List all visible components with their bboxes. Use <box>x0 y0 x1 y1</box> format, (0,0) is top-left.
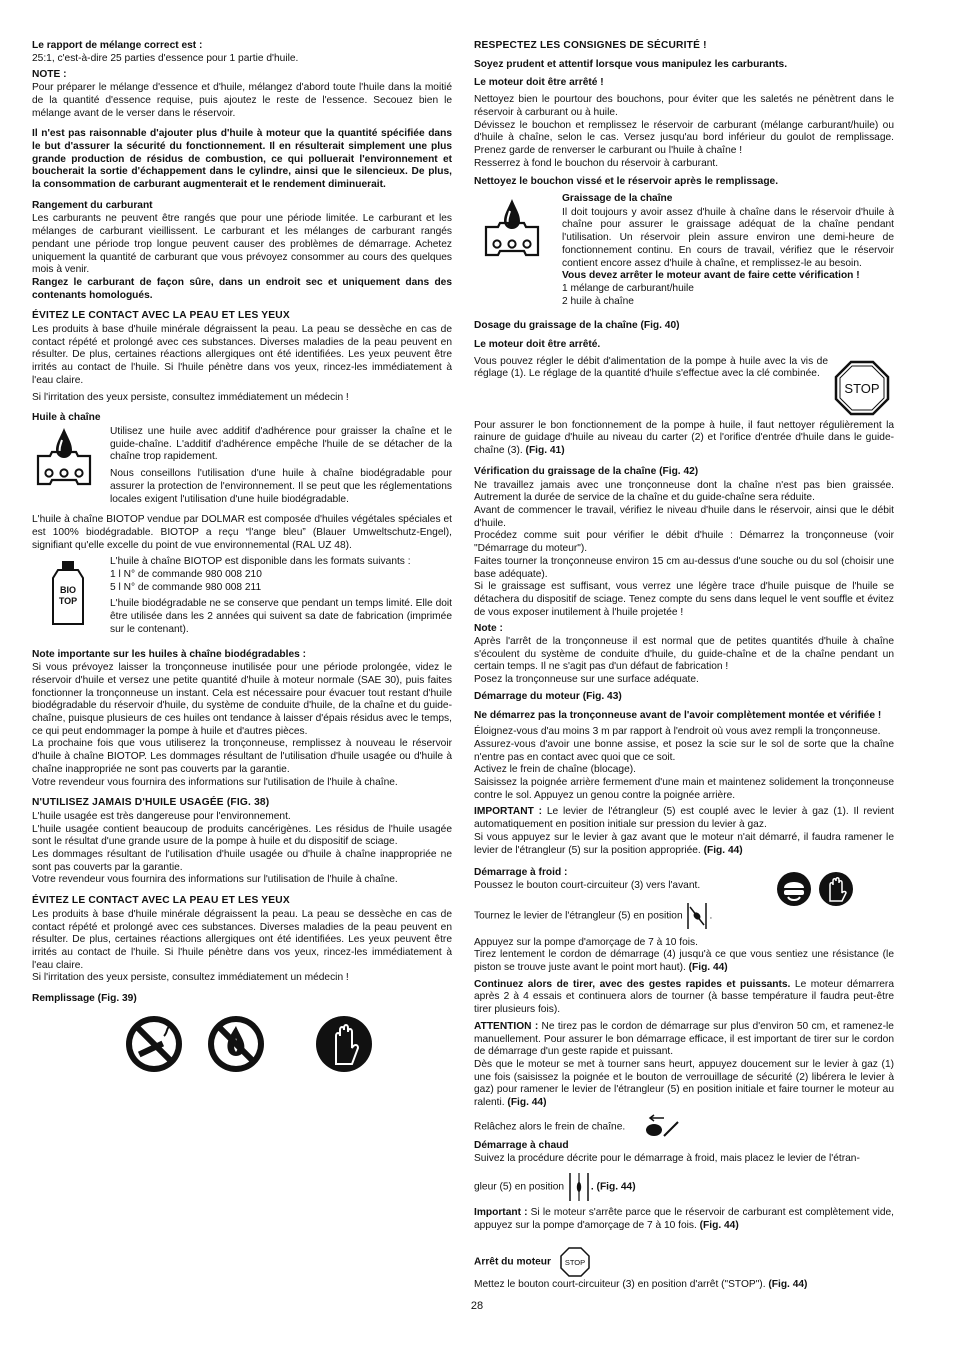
check-l2: Avant de commencer le travail, vérifiez le niveau d'huile dans le réservoir, ainsi que le débit d'huile. <box>474 504 894 529</box>
important-block <box>474 806 894 831</box>
stop-sign-label: STOP <box>844 380 880 396</box>
note-r-text-2: Posez la tronçonneuse sur une surface adéquate. <box>474 674 699 686</box>
left-column <box>32 40 452 1074</box>
attention-label: ATTENTION : <box>474 1020 539 1032</box>
brake-row <box>474 1114 894 1140</box>
chain-oil-p3: L'huile à chaîne BIOTOP vendue par DOLMAR est composée d'huiles végétales spéciales et est 100% biodégradable. BIOTOP a reçu “l'ange bleu” (Blauer Umweltschutz-Engel), signifiant qu'elle excelle du point de vue environnemental (RAL UZ 48). <box>32 514 452 551</box>
used-oil-l3: Les dommages résultant de l'utilisation d'huile usagée ou d'huile à chaîne inappropriée ne sont pas couverts par la garantie. <box>32 849 452 873</box>
warm-l1: Suivez la procédure décrite pour le démarrage à froid, mais placez le levier de l'étran- <box>474 1152 860 1164</box>
warm-title: Démarrage à chaud <box>474 1139 569 1151</box>
start-l2: Assurez-vous d'avoir une bonne assise, et posez la scie sur le sol de sorte que la chaîne n'entre pas en contact avec quoi que ce soit. <box>474 738 894 763</box>
cold-start-block <box>474 867 894 930</box>
used-oil-l2: L'huile usagée contient beaucoup de produits cancérigènes. Les résidus de l'huile usagée sont le résultat d'une grande usure de la pompe à huile et du dispositif de sciage. <box>32 823 452 848</box>
bio-note-title: Note importante sur les huiles à chaîne biodégradables : <box>32 648 306 660</box>
attention-text-2: Dès que le moteur se met à tourner sans heurt, appuyez doucement sur le levier à gaz (1) une fois (saisissez la poignée et le bouton de verrouillage de sécurité (2) libérera le levier à gaz) pour ramener le levier de l'étrangleur (5) en position initiale et faire tourner le moteur au ralenti. <box>474 1059 894 1109</box>
no-open-flame-icon <box>206 1014 266 1074</box>
helmet-goggles-icon <box>776 871 812 907</box>
skin-text-1b: Si l'irritation des yeux persiste, consultez immédiatement un médecin ! <box>32 391 349 403</box>
note-r-title: Note : <box>474 623 503 635</box>
important-2-block <box>474 1207 894 1232</box>
cold-title: Démarrage à froid : <box>474 867 568 879</box>
chain-oil-block <box>32 426 452 510</box>
stop-engine-row <box>474 1247 894 1277</box>
oil-drop-chain-icon <box>32 426 96 493</box>
used-oil-l1: L'huile usagée est très dangereuse pour l'environnement. <box>32 810 291 822</box>
chain-oil-p1: Utilisez une huile avec additif d'adhérence pour graisser la chaîne et le guide-chaîne. L'additif d'adhérence empêche l'huile de se détacher de la chaîne trop rapidement. <box>110 425 452 463</box>
start-bold: Ne démarrez pas la tronçonneuse avant de l'avoir complètement montée et vérifiée ! <box>474 709 882 721</box>
start-l4: Saisissez la poignée arrière fermement d'une main et maintenez solidement la tronçonneuse contre le sol. Appuyez un genou contre la poignée arrière. <box>474 777 894 801</box>
lube-block <box>474 193 894 312</box>
lube-text: Il doit toujours y avoir assez d'huile à chaîne dans le réservoir d'huile à chaîne pour assurer le graissage adéquat de la chaîne pendant l'utilisation. Un réservoir plein assure environ une demi-heure de fonctionnement continu. En cours de travail, vérifiez que le réservoir contient encore assez d'huile à chaîne, et remplissez-le au besoin. <box>562 206 894 269</box>
skin-title-1: ÉVITEZ LE CONTACT AVEC LA PEAU ET LES YEUX <box>32 310 290 322</box>
cold-l1: Poussez le bouton court-circuiteur (3) vers l'avant. <box>474 879 701 891</box>
safety-p1: Nettoyez bien le pourtour des bouchons, pour éviter que les saletés ne pénètrent dans le réservoir à carburant ou à huile. <box>474 94 894 118</box>
stop-small-label: STOP <box>564 1257 585 1267</box>
stop-sign-icon <box>834 360 890 416</box>
important-2-text: Si le moteur s'arrête parce que le réservoir de carburant est complètement vide, appuyez sur la pompe d'amorçage de 7 à 10 fois. <box>474 1207 895 1231</box>
important-label: IMPORTANT : <box>474 806 542 818</box>
important-2-label: Important : <box>474 1207 528 1219</box>
important-2-fig: (Fig. 44) <box>699 1219 739 1231</box>
gloves-icon-small <box>818 871 854 907</box>
chain-brake-release-icon <box>642 1114 682 1140</box>
choke-closed-icon <box>685 901 709 931</box>
continue-block <box>474 979 894 1017</box>
stop-small-icon <box>560 1247 590 1277</box>
cold-fig: (Fig. 44) <box>688 962 728 974</box>
biotop-p1: L'huile à chaîne BIOTOP est disponible dans les formats suivants : <box>110 556 411 568</box>
storage-title: Rangement du carburant <box>32 199 153 211</box>
storage-text: Les carburants ne peuvent être rangés que pour une période limitée. Le carburant et les mélanges de carburant vieillissent. Le carburant et les mélanges de carburant rangés pendant une période trop longue peuvent causer des problèmes de démarrage. Achetez uniquement la quantité de carburant que vous prévoyez consommer au cours des quelques mois à venir. <box>32 213 452 276</box>
lube-l2: 2 huile à chaîne <box>562 295 634 307</box>
chain-oil-title: Huile à chaîne <box>32 412 101 424</box>
dose-p2-text: Pour assurer le bon fonctionnement de la pompe à huile, il faut nettoyer régulièrement la rainure de guidage d'huile au niveau du carter (2) et l'orifice d'entrée d'huile dans le guide-chaîne (3). <box>474 419 894 457</box>
attention-text: Ne tirez pas le cordon de démarrage sur plus d'environ 50 cm, et ramenez-le manuellement. Pour assurer le bon démarrage efficace, il est important de tirer sur le cordon de démarrage d'un geste rapide et puissant. <box>474 1020 894 1058</box>
check-title: Vérification du graissage de la chaîne (Fig. 42) <box>474 465 699 477</box>
safety-bold-1: Soyez prudent et attentif lorsque vous manipulez les carburants. <box>474 58 788 70</box>
continue-bold: Continuez alors de tirer, avec des gestes rapides et puissants. <box>474 978 791 990</box>
dose-fig: (Fig. 41) <box>525 445 565 457</box>
mix-title: Le rapport de mélange correct est : <box>32 40 203 51</box>
warm-fig: . (Fig. 44) <box>590 1181 636 1193</box>
stop-engine-block <box>474 1279 894 1292</box>
warning-bold: Il n'est pas raisonnable d'ajouter plus d'huile à moteur que la quantité spécifiée dans le but d'assurer la sécurité du fonctionnement. Il en résulterait simplement une plus grande production de résidus de combustion, ce qui polluerait l'environnement et boucherait la sortie d'échappement dans le cylindre, ainsi que le silencieux. De plus, la consommation de carburant augmenterait et le rendement diminuerait. <box>32 128 452 191</box>
cold-l2: Tournez le levier de l'étrangleur (5) en position <box>474 910 683 922</box>
dose-p2 <box>474 420 894 458</box>
lube-l1: 1 mélange de carburant/huile <box>562 282 694 294</box>
right-column <box>474 40 894 1295</box>
skin-text-2b: Si l'irritation des yeux persiste, consultez immédiatement un médecin ! <box>32 972 349 984</box>
biotop-label-2: TOP <box>58 596 78 607</box>
important-block-2 <box>474 832 894 857</box>
biotop-bottle-icon <box>32 556 86 631</box>
note-r-text: Après l'arrêt de la tronçonneuse il est normal que de petites quantités d'huile à chaîne s'écoulent du système de conduite d'huile, du guide-chaîne et de la chaîne pendant un certain temps. Il ne s'agit pas d'un défaut de fabrication ! <box>474 636 894 673</box>
important-fig: (Fig. 44) <box>703 844 743 856</box>
stop-engine-title: Arrêt du moteur <box>474 1256 551 1268</box>
brake-text: Relâchez alors le frein de chaîne. <box>474 1121 626 1133</box>
attention-fig: (Fig. 44) <box>507 1097 547 1109</box>
chain-oil-p2: Nous conseillons l'utilisation d'une huile à chaîne biodégradable pour assurer la protection de l'environnement. Il se peut que les réglementations locales exigent l'utilisation d'une huile biodégradable. <box>110 468 452 505</box>
safety-p3: Resserrez à fond le bouchon du réservoir à carburant. <box>474 157 719 169</box>
oil-drop-chain-icon-2 <box>474 193 544 264</box>
stop-engine-text: Mettez le bouton court-circuiteur (3) en position d'arrêt ("STOP"). <box>474 1278 766 1290</box>
ppe-icons <box>776 867 894 907</box>
safety-bold-3: Nettoyez le bouchon vissé et le réservoir après le remplissage. <box>474 176 779 188</box>
important-text: Le levier de l'étrangleur (5) est couplé avec le levier à gaz (1). Il revient automatiquement en position initiale sur pression du levier à gaz. <box>474 806 894 831</box>
used-oil-title: N'UTILISEZ JAMAIS D'HUILE USAGÉE (FIG. 38) <box>32 797 270 809</box>
skin-text-2: Les produits à base d'huile minérale dégraissent la peau. La peau se dessèche en cas de contact répété et prolongé avec ces substances. Diverses maladies de la peau peuvent en résulter. De plus, certaines réactions allergiques ont été identifiées. Les yeux peuvent être irrités au contact de l'huile. Si l'huile pénètre dans vos yeux, rincez-les immédiatement à l'eau claire. <box>32 908 452 971</box>
dose-p1: Vous pouvez régler le débit d'alimentation de la pompe à huile avec la vis de réglage (1). Le réglage de la quantité d'huile s'effectue avec la clé combinée. <box>474 355 828 380</box>
start-title: Démarrage du moteur (Fig. 43) <box>474 690 622 702</box>
warm-l2: gleur (5) en position <box>474 1181 565 1193</box>
cold-l3: Appuyez sur la pompe d'amorçage de 7 à 10 fois. <box>474 936 698 948</box>
filling-icons <box>32 1014 452 1074</box>
stop-engine-fig: (Fig. 44) <box>768 1278 808 1290</box>
skin-title-2: ÉVITEZ LE CONTACT AVEC LA PEAU ET LES YEUX <box>32 895 290 907</box>
cold-l4-row <box>474 949 894 974</box>
page-number: 28 <box>470 1300 484 1312</box>
no-smoking-icon <box>124 1014 184 1074</box>
biotop-line-2: 5 l N° de commande 980 008 211 <box>110 581 262 593</box>
lube-bold: Vous devez arrêter le moteur avant de faire cette vérification ! <box>562 270 860 282</box>
note-title: NOTE : <box>32 69 67 81</box>
check-l1: Ne travaillez jamais avec une tronçonneuse dont la chaîne n'est pas bien graissée. Autrement la durée de service de la chaîne et du guide-chaîne sera réduite. <box>474 479 894 504</box>
warm-l2-row <box>474 1171 894 1203</box>
check-l4: Faites tourner la tronçonneuse environ 15 cm au-dessus d'une souche ou du sol (choisir une base adéquate). <box>474 555 894 580</box>
choke-open-icon <box>567 1171 591 1203</box>
check-l3: Procédez comme suit pour vérifier le débit d'huile : Démarrez la tronçonneuse (voir "Démarrage du moteur"). <box>474 530 894 555</box>
bio-note-text-3: Votre revendeur vous fournira des informations sur l'utilisation de l'huile à chaîne. <box>32 776 398 788</box>
cold-l4: Tirez lentement le cordon de démarrage (4) jusqu'à ce que vous sentiez une résistance (le piston se trouve juste avant le point mort haut). <box>474 949 894 974</box>
attention-block-2 <box>474 1059 894 1110</box>
dose-block <box>474 356 894 416</box>
bio-note-text-2: La prochaine fois que vous utiliserez la tronçonneuse, remplissez à nouveau le réservoir d'huile à chaîne BIOTOP. Les dommages résultant de l'utilisation d'huile usagée ou d'huile à chaîne inappropriée ne sont pas couverts par la garantie. <box>32 738 452 775</box>
safety-bold-2: Le moteur doit être arrêté ! <box>474 77 604 89</box>
skin-text-1: Les produits à base d'huile minérale dégraissent la peau. La peau se dessèche en cas de contact répété et prolongé avec ces substances. Diverses maladies de la peau peuvent en résulter. De plus, certaines réactions allergiques ont été identifiées. Les yeux peuvent être irrités au contact de l'huile. Si l'huile pénètre dans vos yeux, rincez-les immédiatement à l'eau claire. <box>32 324 452 386</box>
gloves-icon <box>314 1014 374 1074</box>
lube-title: Graissage de la chaîne <box>562 193 673 205</box>
check-l5: Si le graissage est suffisant, vous verrez une légère trace d'huile puisque de l'huile se détachera du dispositif de sciage. Tenez compte du sens dans lequel le vent souffle et évitez de vous exposer inutilement à l'huile projetée ! <box>474 581 894 618</box>
start-l1: Éloignez-vous d'au moins 3 m par rapport à l'endroit où vous avez rempli la tronçonneuse. <box>474 726 881 738</box>
dose-title: Dosage du graissage de la chaîne (Fig. 40) <box>474 320 680 332</box>
biotop-p2: L'huile biodégradable ne se conserve que pendant un temps limité. Elle doit être utilisée dans les 2 années qui suivent sa date de fabrication (imprimée sur le contenant). <box>110 598 452 635</box>
note-text: Pour préparer le mélange d'essence et d'huile, mélangez d'abord toute l'huile dans la moitié de la quantité d'essence requise, puis ajoutez le reste de l'essence. Secouez bien le mélange avant de le verser dans le réservoir. <box>32 82 452 119</box>
biotop-line-1: 1 l N° de commande 980 008 210 <box>110 569 262 581</box>
bio-note-text: Si vous prévoyez laisser la tronçonneuse inutilisée pour une période prolongée, videz le réservoir d'huile et versez une petite quantité d'huile à moteur normale (SAE 30), puis faites fonctionner la tronçonneuse un instant. Cela est nécessaire pour évacuer tout restant d'huile biodégradable du réservoir d'huile, du système de conduite d'huile, de la chaîne et du guide-chaîne, puisque plusieurs de ces huiles ont tendance à laisser d'épais résidus avec le temps, ce qui peut endommager la pompe à huile et d'autres pièces. <box>32 662 452 737</box>
dose-bold: Le moteur doit être arrêté. <box>474 339 601 351</box>
start-l3: Activez le frein de chaîne (blocage). <box>474 764 636 776</box>
cold-l2-row: Tournez le levier de l'étrangleur (5) en position . <box>474 901 736 931</box>
storage-bold: Rangez le carburant de façon sûre, dans un endroit sec et uniquement dans des contenants homologués. <box>32 276 452 301</box>
used-oil-l4: Votre revendeur vous fournira des informations sur l'utilisation de l'huile à chaîne. <box>32 874 398 886</box>
filling-title: Remplissage (Fig. 39) <box>32 993 137 1005</box>
important-text-2: Si vous appuyez sur le levier à gaz avant que le moteur n'ait démarré, il faudra ramener le levier de l'étrangleur (5) sur la position appropriée. <box>474 831 894 856</box>
biotop-block <box>32 556 452 640</box>
safety-p2: Dévissez le bouchon et remplissez le réservoir de carburant (mélange carburant/huile) ou d'huile à chaîne, selon le cas. Versez jusqu'au bord inférieur du goulot de remplissage. Prenez garde de renverser le carburant ou l'huile à chaîne ! <box>474 119 894 156</box>
safety-title: RESPECTEZ LES CONSIGNES DE SÉCURITÉ ! <box>474 40 707 51</box>
biotop-label-1: BIO <box>59 585 77 596</box>
mix-text: 25:1, c'est-à-dire 25 parties d'essence pour 1 partie d'huile. <box>32 52 299 64</box>
continue-text: Le moteur démarrera après 2 à 4 essais et continuera alors de tourner (à basse température il faudra peut-être tirer plusieurs fois). <box>474 978 894 1016</box>
attention-block <box>474 1021 894 1059</box>
